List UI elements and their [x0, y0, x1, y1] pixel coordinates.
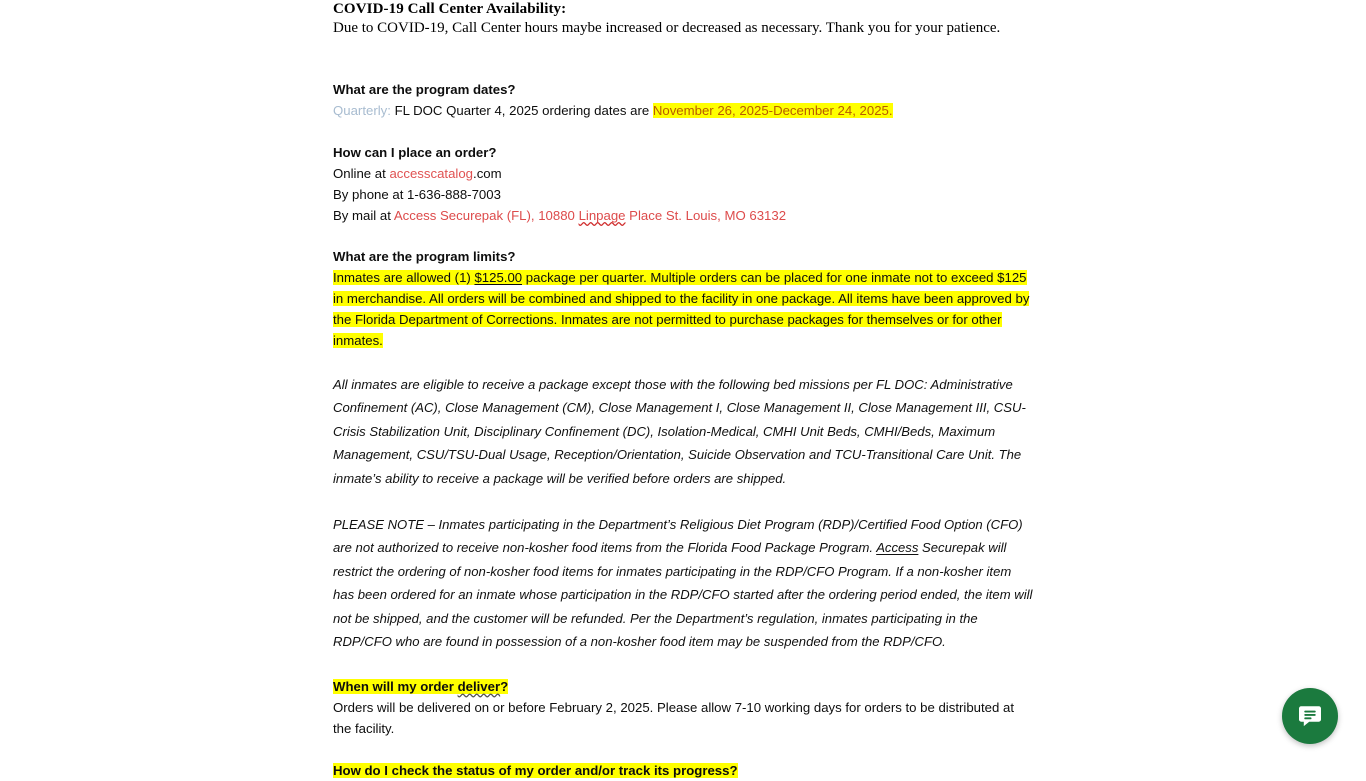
spacer — [333, 37, 1033, 79]
chat-widget-button[interactable] — [1282, 688, 1338, 744]
chat-bubble-icon — [1297, 703, 1323, 729]
program-dates-question: What are the program dates? — [333, 82, 516, 97]
delivery-question — [333, 676, 1033, 697]
eligibility-note: All inmates are eligible to receive a package except those with the following bed missions per FL DOC: Administrative Confinement (AC), Close Management (CM), Close Management I, Close Management II, Close Management III, CSU-Crisis Stabilization Unit, Disciplinary Confinement (DC), Isolation-Medical, CMHI Unit Beds, CMHI/Beds, Maximum Management, CSU/TSU-Dual Usage, Reception/Orientation, Suicide Observation and TCU-Transitional Care Unit. The inmate’s ability to receive a package will be verified before orders are shipped. — [333, 377, 1026, 486]
please-note-underlined-word: Access — [876, 540, 919, 556]
place-order-block — [333, 142, 1033, 226]
covid-notice-body: Due to COVID-19, Call Center hours maybe increased or decreased as necessary. Thank you for your patience. — [333, 19, 1001, 36]
mail-address-part2: Place St. Louis, MO 63132 — [625, 208, 787, 223]
please-note-paragraph — [333, 513, 1033, 653]
covid-notice-block — [333, 0, 1033, 37]
delivery-question-part2: ? — [500, 679, 509, 695]
place-order-online-line — [333, 163, 1033, 184]
order-status-question — [333, 760, 1033, 781]
mail-address-misspelled-word: Linpage — [578, 208, 626, 223]
program-dates-block — [333, 79, 1033, 121]
program-limits-text-part1: Inmates are allowed (1) — [333, 270, 475, 285]
program-limits-text-part2: package per quarter. Multiple orders can be placed for one inmate not to exceed $125 in merchandise. All orders will be combined and shipped to the facility in one package. All items have been approved by the Florida Department of Corrections. Inmates are not permitted to purchase packages for themselves or for other inmates. — [333, 270, 1030, 348]
spacer — [333, 351, 1033, 373]
delivery-question-misspelled-word: deliver — [457, 679, 501, 695]
place-order-question: How can I place an order? — [333, 145, 497, 160]
mail-address-part1: Access Securepak (FL), 10880 — [393, 208, 579, 223]
program-limits-amount: $125.00 — [474, 270, 523, 285]
spacer — [333, 653, 1033, 676]
quarterly-label: Quarterly: — [333, 103, 391, 118]
spacer — [333, 739, 1033, 760]
catalog-link[interactable]: accesscatalog — [389, 166, 474, 181]
order-status-question-text: How do I check the status of my order and/or track its progress? — [333, 763, 738, 779]
delivery-question-part1: When will my order — [333, 679, 458, 695]
faq-document — [333, 0, 1033, 781]
program-dates-answer — [333, 100, 1033, 121]
program-limits-question: What are the program limits? — [333, 249, 516, 264]
program-limits-answer — [333, 267, 1033, 351]
program-dates-answer-text: FL DOC Quarter 4, 2025 ordering dates are — [390, 103, 653, 118]
online-tld: .com — [473, 166, 502, 181]
place-order-mail-line — [333, 205, 1033, 226]
mail-prefix: By mail at — [333, 208, 394, 223]
covid-notice-heading: COVID-19 Call Center Availability: — [333, 1, 567, 17]
delivery-answer: Orders will be delivered on or before February 2, 2025. Please allow 7-10 working days for orders to be distributed at the facility. — [333, 700, 1014, 737]
place-order-phone-line: By phone at 1-636-888-7003 — [333, 187, 501, 202]
please-note-part2: Securepak will restrict the ordering of non-kosher food items for inmates participating in the RDP/CFO Program. If a non-kosher item has been ordered for an inmate whose participation in the RDP/CFO started after the ordering period ended, the item will not be shipped, and the customer will be refunded. Per the Department’s regulation, inmates participating in the RDP/CFO who are found in possession of a non-kosher food item may be suspended from the RDP/CFO. — [333, 540, 1033, 650]
spacer — [333, 226, 1033, 246]
delivery-block — [333, 676, 1033, 739]
program-dates-range: November 26, 2025-December 24, 2025. — [652, 103, 893, 118]
program-limits-block — [333, 246, 1033, 351]
online-prefix: Online at — [333, 166, 390, 181]
spacer — [333, 121, 1033, 142]
please-note-part1: PLEASE NOTE – Inmates participating in the Department’s Religious Diet Program (RDP)/Certified Food Option (CFO) are not authorized to receive non-kosher food items from the Florida Food Package Program. — [333, 517, 1023, 556]
spacer — [333, 490, 1033, 513]
